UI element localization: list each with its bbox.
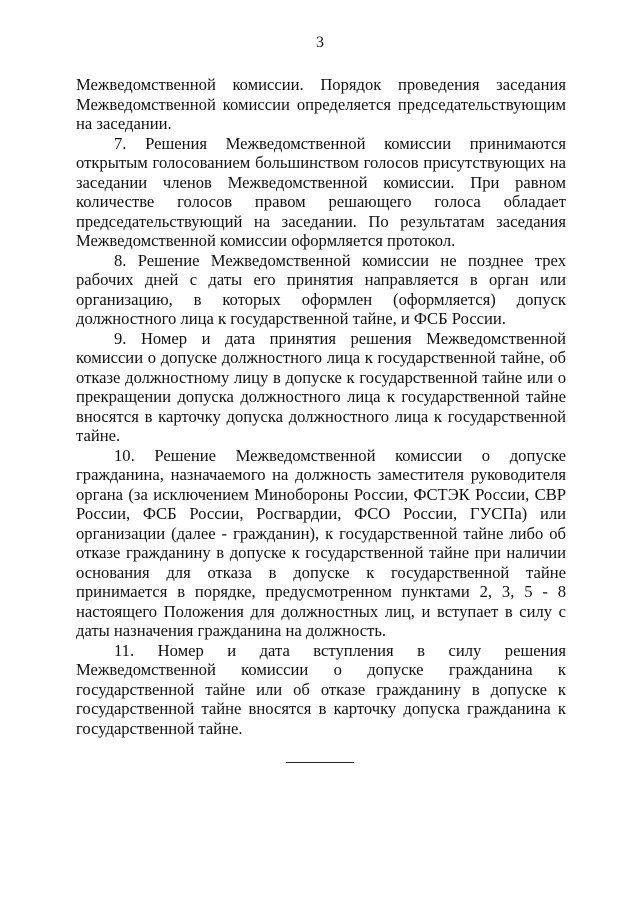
paragraph-item-9: 9. Номер и дата принятия решения Межведомственной комиссии о допуске должностного лица к государственной тайне, об отказе должностному лицу в допуске к государственной тайне или о прекращении допуска должностного лица к государственной тайне вносятся в карточку допуска должностного лица к государственной тайне. (76, 328, 566, 445)
page-number: 3 (316, 34, 324, 51)
document-body (76, 75, 566, 738)
paragraph-item-7: 7. Решения Межведомственной комиссии принимаются открытым голосованием большинством голосов присутствующих на заседании членов Межведомственной комиссии. При равном количестве голосов правом решающего голоса обладает председательствующий на заседании. По результатам заседания Межведомственной комиссии оформляется протокол. (76, 133, 566, 250)
paragraph-item-8: 8. Решение Межведомственной комиссии не позднее трех рабочих дней с даты его принятия направляется в орган или организацию, в которых оформлен (оформляется) допуск должностного лица к государственной тайне, и ФСБ России. (76, 250, 566, 328)
paragraph-item-10: 10. Решение Межведомственной комиссии о допуске гражданина, назначаемого на должность заместителя руководителя органа (за исключением Минобороны России, ФСТЭК России, СВР России, ФСБ России, Росгвардии, ФСО России, ГУСПа) или организации (далее - гражданин), к государственной тайне либо об отказе гражданину в допуске к государственной тайне при наличии основания для отказа в допуске к государственной тайне принимается в порядке, предусмотренном пунктами 2, 3, 5 - 8 настоящего Положения для должностных лиц, и вступает в силу с даты назначения гражданина на должность. (76, 445, 566, 640)
paragraph-item-11: 11. Номер и дата вступления в силу решения Межведомственной комиссии о допуске гражданина к государственной тайне или об отказе гражданину в допуске к государственной тайне вносятся в карточку допуска гражданина к государственной тайне. (76, 640, 566, 738)
paragraph-continuation: Межведомственной комиссии. Порядок проведения заседания Межведомственной комиссии определяется председательствующим на заседании. (76, 75, 566, 133)
end-of-document-rule (286, 762, 354, 763)
